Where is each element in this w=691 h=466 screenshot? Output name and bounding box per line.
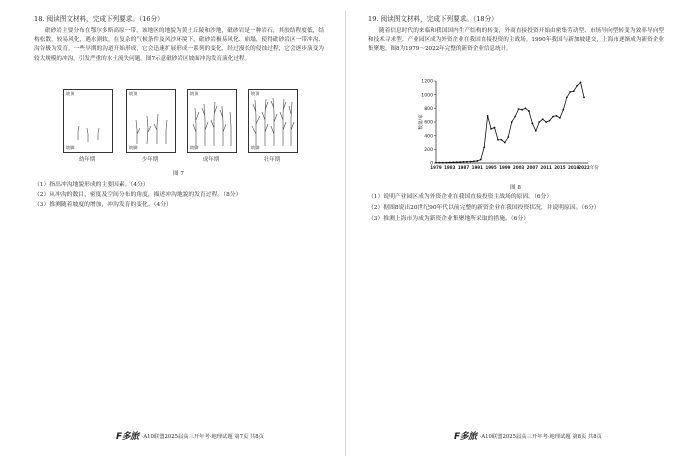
q19-sub-1: （1）说明产业园区成为外资企业在我国直接投资主战场的原因。（6分） bbox=[368, 194, 553, 200]
data-point bbox=[521, 109, 523, 111]
y-tick-label: 1000 bbox=[421, 93, 433, 99]
data-point bbox=[580, 81, 582, 83]
x-tick-label: 2022 bbox=[578, 165, 590, 170]
data-point bbox=[562, 109, 564, 111]
panel-bottom-label: 坡脚 bbox=[190, 145, 199, 150]
data-point bbox=[542, 118, 544, 120]
q18-paragraph: 砒砂岩主要分布在鄂尔多斯高原一带，该地区的地貌为黄土丘陵和沙地，砒砂岩是一种岩石，其胶结程度低，结构松散，较易风化，遇水则软，在复杂的气候条件及风沙环境下，砒砂岩极易风化、崩塌，使得砒砂岩区一带冲沟、沟谷极为发育。一些早期的沟道开始形成，它会迅速扩展形成一系列的变化，经过漫长的侵蚀过程，它会逐步演变为较大规模的冲沟，引发严重的水土流失问题。图7示意砒砂岩区坡面冲沟发育演化过程。 bbox=[34, 28, 324, 62]
data-point bbox=[514, 116, 516, 118]
data-point bbox=[566, 97, 568, 99]
fig8-line-chart bbox=[416, 75, 599, 177]
data-point bbox=[576, 85, 578, 87]
panel-top-label: 坡顶 bbox=[66, 91, 75, 96]
x-tick-label: 2003 bbox=[512, 165, 525, 170]
x-tick-label: 1995 bbox=[485, 165, 497, 170]
y-tick-label: 1200 bbox=[421, 79, 433, 85]
data-point bbox=[494, 127, 496, 129]
stage-label-4: 壮年期 bbox=[263, 157, 281, 163]
data-point bbox=[518, 108, 520, 110]
series-line bbox=[436, 82, 584, 162]
x-tick-label: 1987 bbox=[457, 165, 470, 170]
q19-paragraph: 随着信息时代的来临和我国国内生产结构的转变，外商直接投资开始由密集劳动型、市场导向型转变为效率导向型和技术寻求型。产业园区成为外资企业在我国直接投资的主战场。1990年我国与新加坡建交，上海市逐渐成为新资企业集聚地。图8为1979～2022年完整的新资企业信息统计。 bbox=[368, 28, 664, 53]
q18-sub-2: （2）从冲沟的数目、密度及空间分布的角度，描述冲沟地貌的发育过程。（8分） bbox=[34, 192, 242, 198]
x-tick-label: 1979 bbox=[430, 165, 442, 170]
data-point bbox=[452, 161, 454, 163]
data-point bbox=[556, 115, 558, 117]
data-point bbox=[549, 120, 551, 122]
fig7-panel-youth bbox=[63, 89, 113, 153]
data-point bbox=[483, 146, 485, 148]
q19-sub-3: （3）推测上海市为成为新资企业集聚地所采取的措施。（6分） bbox=[368, 216, 529, 222]
footer-right bbox=[454, 429, 602, 442]
stage-label-3: 成年期 bbox=[202, 157, 220, 163]
data-point bbox=[531, 122, 533, 124]
y-tick-label: 400 bbox=[424, 134, 433, 140]
x-tick-label: 1999 bbox=[499, 165, 511, 170]
data-point bbox=[552, 116, 554, 118]
data-point bbox=[456, 161, 458, 163]
fig7-panel-mature bbox=[248, 89, 298, 153]
data-point bbox=[504, 142, 506, 144]
data-point bbox=[535, 130, 537, 132]
fig7-panel-juvenile bbox=[126, 89, 176, 153]
y-tick-label: 800 bbox=[424, 106, 433, 112]
y-tick-label: 600 bbox=[424, 120, 433, 126]
data-point bbox=[480, 159, 482, 161]
publisher-logo: F多旅 bbox=[116, 432, 139, 442]
panel-top-label: 坡顶 bbox=[190, 91, 199, 96]
data-point bbox=[569, 91, 571, 93]
footer-text: ·A10联盟2025届高三开年考·地理试题 第7页 共8页 bbox=[141, 433, 264, 440]
gully-drawing-4 bbox=[249, 90, 297, 152]
q18-title: 18. 阅读图文材料，完成下列要求。（16分） bbox=[34, 15, 164, 23]
gully-drawing-3 bbox=[188, 90, 236, 152]
data-point bbox=[487, 115, 489, 117]
y-tick-label: 200 bbox=[424, 147, 433, 153]
footer-left bbox=[116, 429, 264, 442]
data-point bbox=[463, 161, 465, 163]
x-tick-label: 2019 bbox=[567, 165, 580, 170]
stage-label-2: 少年期 bbox=[141, 157, 159, 163]
data-point bbox=[445, 162, 447, 164]
panel-bottom-label: 坡脚 bbox=[251, 145, 260, 150]
data-point bbox=[507, 136, 509, 138]
data-point bbox=[473, 160, 475, 162]
q19-title: 19. 阅读图文材料，完成下列要求。（18分） bbox=[368, 15, 498, 23]
data-point bbox=[559, 117, 561, 119]
data-point bbox=[470, 161, 472, 163]
x-tick-label: 2011 bbox=[540, 165, 552, 170]
data-point bbox=[459, 161, 461, 163]
data-point bbox=[439, 162, 441, 164]
fig7-panel-adult bbox=[187, 89, 237, 153]
right-page bbox=[346, 0, 691, 466]
data-point bbox=[449, 162, 451, 164]
data-point bbox=[476, 160, 478, 162]
data-point bbox=[528, 110, 530, 112]
gully-drawing-2 bbox=[127, 90, 175, 152]
x-tick-label: 2015 bbox=[554, 165, 566, 170]
stage-label-1: 幼年期 bbox=[78, 157, 96, 163]
footer-text: ·A10联盟2025届高三开年考·地理试题 第8页 共8页 bbox=[479, 433, 602, 440]
x-tick-label: 1983 bbox=[444, 165, 456, 170]
data-point bbox=[573, 90, 575, 92]
y-tick-label: 0 bbox=[430, 161, 433, 167]
data-point bbox=[490, 128, 492, 130]
panel-top-label: 坡顶 bbox=[251, 91, 260, 96]
fig7-caption: 图 7 bbox=[173, 171, 184, 177]
q18-sub-1: （1）指出冲沟地貌形成的主要因素。（4分） bbox=[34, 182, 149, 188]
data-point bbox=[511, 121, 513, 123]
panel-bottom-label: 坡脚 bbox=[66, 145, 75, 150]
data-point bbox=[435, 162, 437, 164]
q19-sub-2: （2）据图8说出20世纪90年代以前完整的新资企业在我国投资状况，并说明原因。（6分） bbox=[368, 205, 600, 211]
x-tick-label: 2007 bbox=[526, 165, 539, 170]
data-point bbox=[545, 121, 547, 123]
left-page bbox=[0, 0, 345, 466]
y-axis-label: 数量/家 bbox=[419, 114, 424, 130]
data-point bbox=[442, 162, 444, 164]
data-point bbox=[466, 161, 468, 163]
data-point bbox=[583, 97, 585, 99]
data-point bbox=[525, 107, 527, 109]
panel-bottom-label: 坡脚 bbox=[129, 145, 138, 150]
data-point bbox=[497, 139, 499, 141]
gully-drawing-1 bbox=[64, 90, 112, 152]
fig8-caption: 图 8 bbox=[510, 185, 521, 191]
x-tick-label: 1991 bbox=[471, 165, 484, 170]
publisher-logo: F多旅 bbox=[454, 432, 477, 442]
q18-sub-3: （3）推测随着坡度的增加，冲沟发育的变化。（4分） bbox=[34, 202, 172, 208]
x-axis-label: 年份 bbox=[590, 166, 599, 171]
panel-top-label: 坡顶 bbox=[129, 91, 138, 96]
data-point bbox=[500, 139, 502, 141]
data-point bbox=[538, 121, 540, 123]
